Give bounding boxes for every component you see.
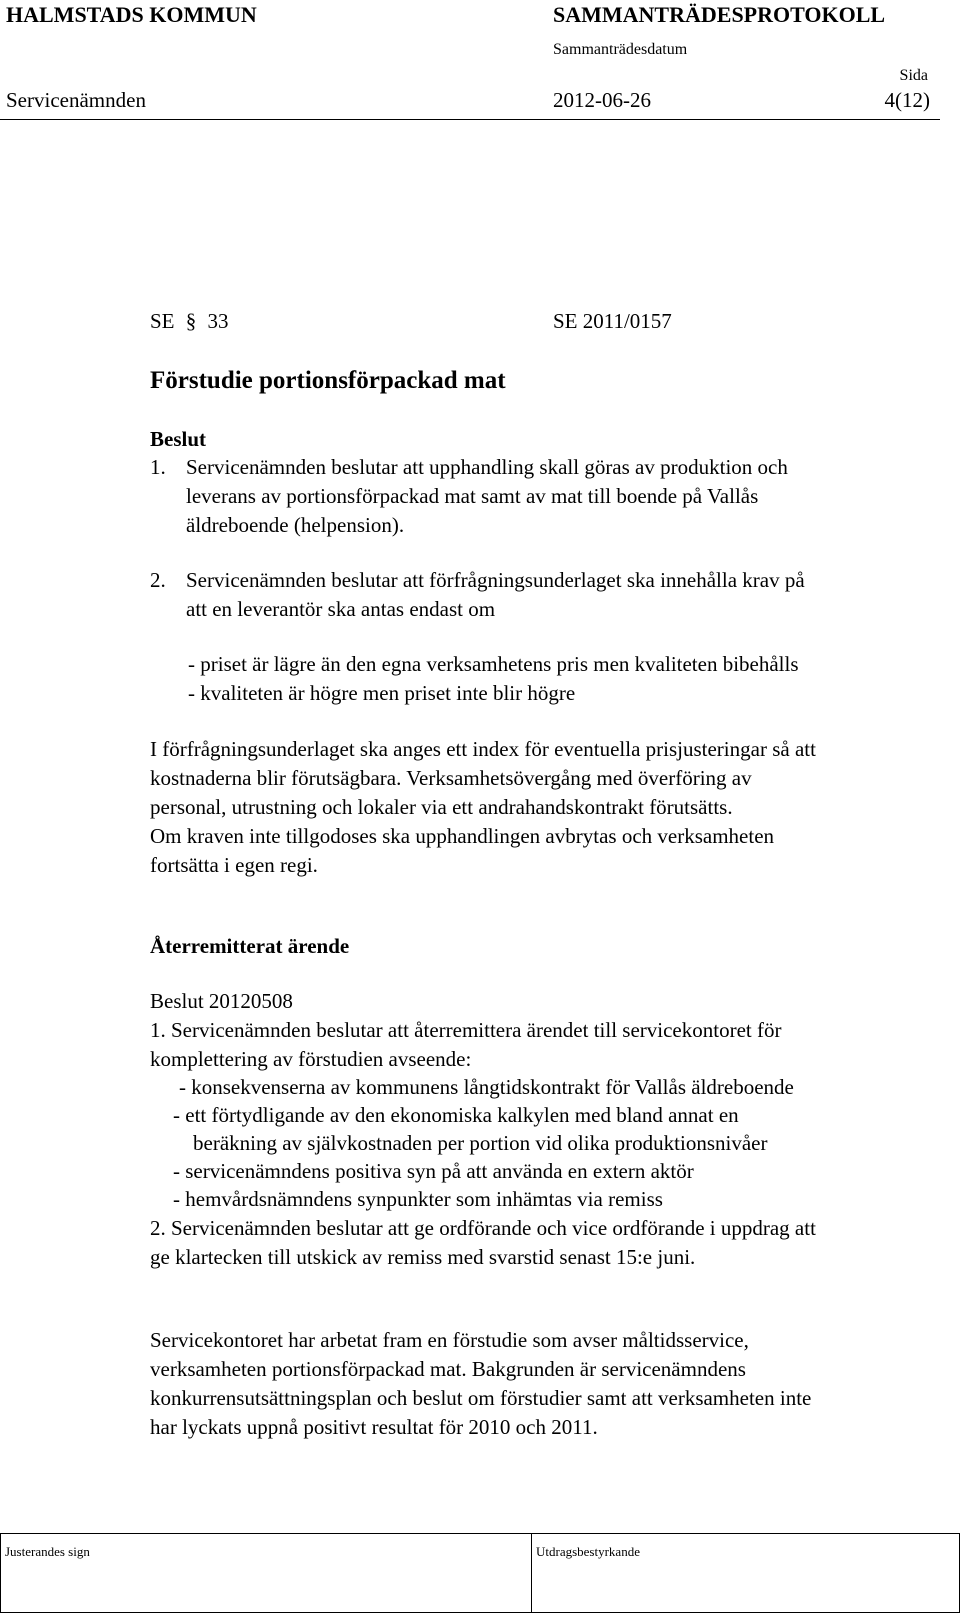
- page-number: 4(12): [884, 88, 930, 112]
- background-line: konkurrensutsättningsplan och beslut om förstudier samt att verksamheten inte: [150, 1386, 812, 1410]
- remitted-bullet: beräkning av självkostnaden per portion vid olika produktionsnivåer: [193, 1131, 768, 1155]
- remitted-bullet: - ett förtydligande av den ekonomiska kalkylen med bland annat en: [173, 1103, 739, 1127]
- decision-heading: Beslut: [150, 427, 207, 451]
- remitted-bullet: - servicenämndens positiva syn på att använda en extern aktör: [173, 1159, 694, 1183]
- decision-item2-line: Servicenämnden beslutar att förfrågningsunderlaget ska innehålla krav på: [186, 568, 805, 592]
- decision-item1-number: 1.: [150, 455, 166, 479]
- paragraph-id: [150, 307, 229, 336]
- utdragsbestyrkande-label: Utdragsbestyrkande: [536, 1544, 640, 1559]
- section-sign-icon: §: [185, 309, 197, 333]
- page-label: Sida: [899, 67, 928, 84]
- paragraph-line: Om kraven inte tillgodoses ska upphandlingen avbrytas och verksamheten: [150, 824, 775, 848]
- remitted-item1: [150, 1016, 781, 1074]
- remitted-item2-line: 2. Servicenämnden beslutar att ge ordförande och vice ordförande i uppdrag att: [150, 1216, 816, 1240]
- decision-item1-line: leverans av portionsförpackad mat samt av mat till boende på Vallås: [186, 484, 759, 508]
- remitted-bullet: - hemvårdsnämndens synpunkter som inhämtas via remiss: [173, 1187, 663, 1211]
- remitted-item1-line: komplettering av förstudien avseende:: [150, 1047, 472, 1071]
- case-number: SE 2011/0157: [553, 309, 672, 333]
- decision-item2-number: 2.: [150, 568, 166, 592]
- conditions-list: [188, 650, 799, 708]
- condition-item: - priset är lägre än den egna verksamhetens pris men kvaliteten bibehålls: [188, 652, 799, 676]
- remitted-item2-line: ge klartecken till utskick av remiss med svarstid senast 15:e juni.: [150, 1245, 696, 1269]
- justerandes-sign-box: [0, 1533, 532, 1613]
- remitted-item1-line: 1. Servicenämnden beslutar att återremittera ärendet till servicekontoret för: [150, 1018, 782, 1042]
- decision-item1-line: äldreboende (helpension).: [186, 513, 405, 537]
- background-line: har lyckats uppnå positivt resultat för 2010 och 2011.: [150, 1415, 598, 1439]
- paragraph-line: I förfrågningsunderlaget ska anges ett index för eventuella prisjusteringar så att: [150, 737, 816, 761]
- remitted-heading: Återremitterat ärende: [150, 934, 350, 958]
- background-paragraph: [150, 1326, 811, 1442]
- paragraph-number: 33: [207, 309, 229, 333]
- decision-item2: [186, 566, 805, 624]
- paragraph-line: personal, utrustning och lokaler via ett andrahandskontrakt förutsätts.: [150, 795, 733, 819]
- remitted-decision-line: Beslut 20120508: [150, 989, 293, 1013]
- case-title: Förstudie portionsförpackad mat: [150, 367, 506, 394]
- committee-name: Servicenämnden: [6, 88, 146, 112]
- document-type: SAMMANTRÄDESPROTOKOLL: [553, 2, 886, 27]
- remitted-bullet: - konsekvenserna av kommunens långtidskontrakt för Vallås äldreboende: [179, 1075, 794, 1099]
- background-line: verksamheten portionsförpackad mat. Bakgrunden är servicenämndens: [150, 1357, 746, 1381]
- utdragsbestyrkande-box: [531, 1533, 960, 1613]
- header-divider: [0, 119, 940, 120]
- meeting-date-label: Sammanträdesdatum: [553, 41, 688, 58]
- decision-paragraph: [150, 735, 816, 880]
- decision-item2-line: att en leverantör ska antas endast om: [186, 597, 496, 621]
- org-name: HALMSTADS KOMMUN: [6, 2, 257, 27]
- paragraph-line: kostnaderna blir förutsägbara. Verksamhetsövergång med överföring av: [150, 766, 752, 790]
- remitted-item2: [150, 1214, 816, 1272]
- background-line: Servicekontoret har arbetat fram en förstudie som avser måltidsservice,: [150, 1328, 749, 1352]
- meeting-date: 2012-06-26: [553, 88, 651, 112]
- decision-item1-line: Servicenämnden beslutar att upphandling skall göras av produktion och: [186, 455, 788, 479]
- condition-item: - kvaliteten är högre men priset inte blir högre: [188, 681, 576, 705]
- paragraph-prefix: SE: [150, 309, 175, 333]
- justerandes-sign-label: Justerandes sign: [5, 1544, 90, 1559]
- paragraph-line: fortsätta i egen regi.: [150, 853, 318, 877]
- decision-item1: [186, 453, 788, 540]
